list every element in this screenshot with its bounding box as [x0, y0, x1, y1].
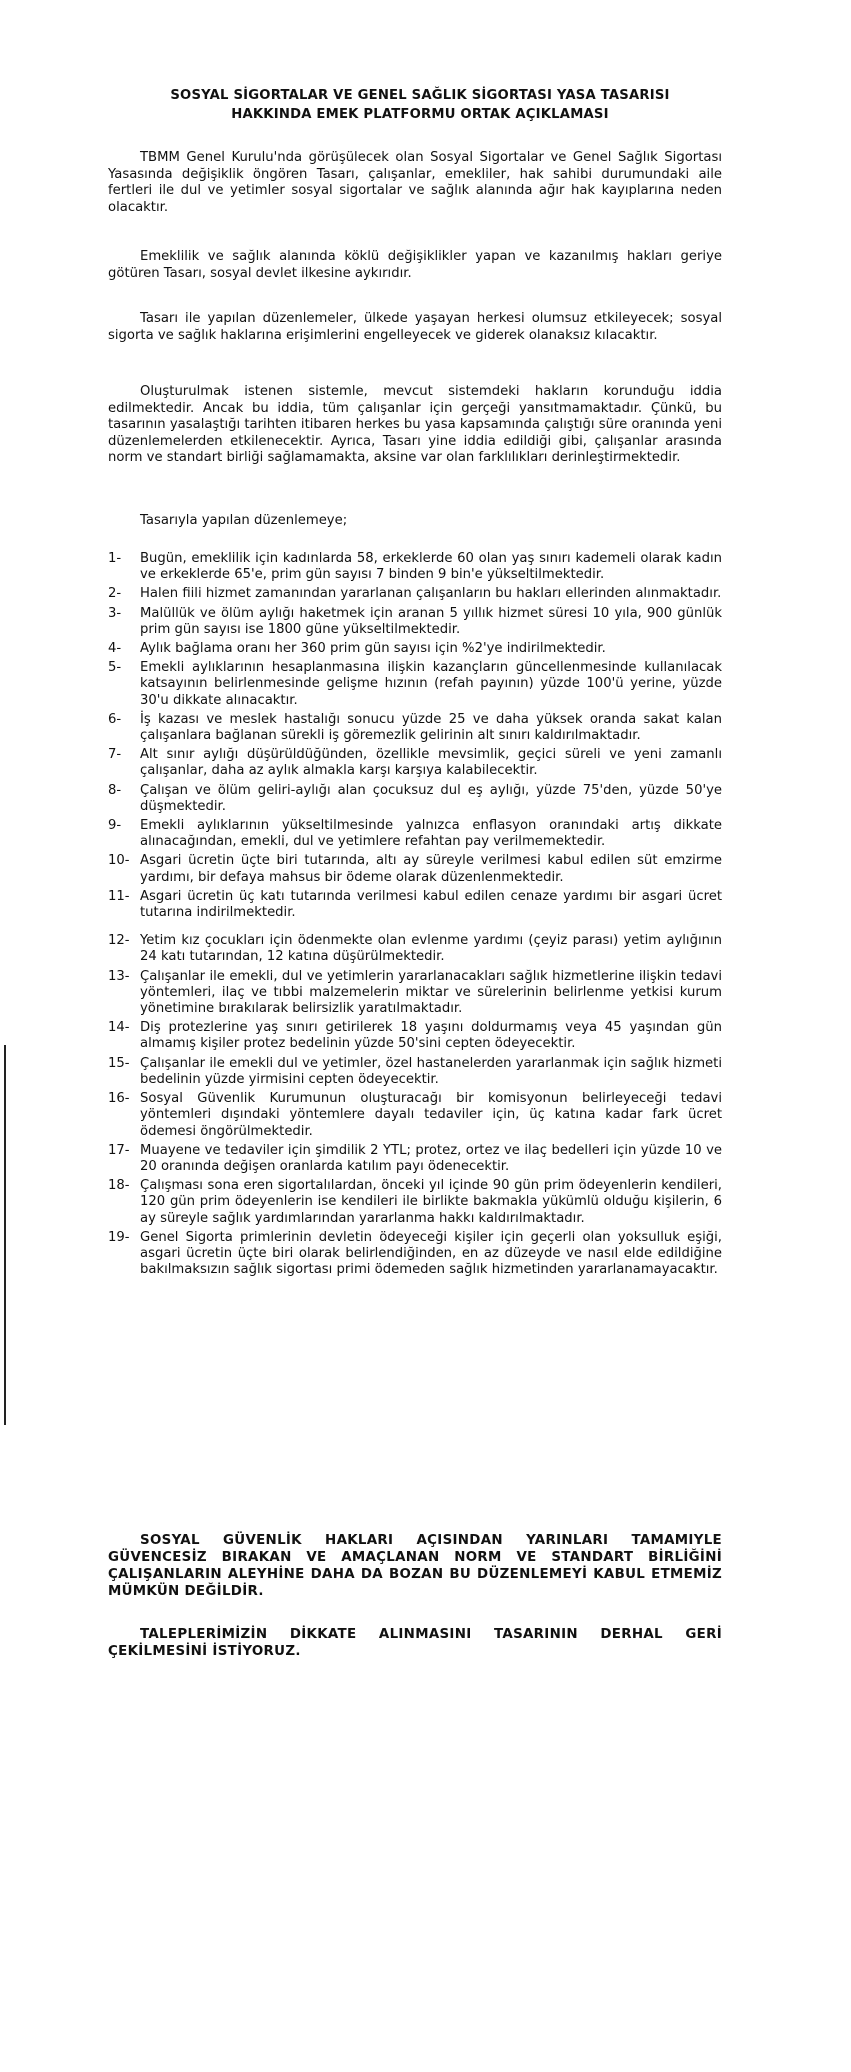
list-item [108, 747, 722, 779]
list-item [108, 969, 722, 1018]
list-item-text: Asgari ücretin üçte biri tutarında, altı ay süreyle verilmesi kabul edilen süt emzirme yardımı, bir defaya mahsus bir ödeme olarak düzenlenmektedir. [140, 853, 722, 885]
list-item-number: 1- [108, 551, 122, 566]
list-item [108, 889, 722, 921]
regulation-list [108, 551, 722, 1281]
list-item [108, 783, 722, 815]
list-item [108, 1178, 722, 1227]
list-item-number: 5- [108, 660, 122, 676]
list-item-number: 11- [108, 888, 130, 904]
title-line-2: HAKKINDA EMEK PLATFORMU ORTAK AÇIKLAMASI [231, 107, 609, 122]
list-item [108, 818, 722, 850]
list-item-text: Çalışanlar ile emekli, dul ve yetimlerin yararlanacakları sağlık hizmetlerine ilişkin tedavi yöntemleri, ilaç ve tıbbi malzemelerin miktar ve sürelerinin belirlenme yetkisi kurum yönetimine bırakılarak belirsizlik yaratılmaktadır. [140, 968, 722, 1017]
list-item [108, 933, 722, 965]
list-item-number: 8- [108, 782, 122, 798]
paragraph-2: Emeklilik ve sağlık alanında köklü değişiklikler yapan ve kazanılmış hakları geriye götüren Tasarı, sosyal devlet ilkesine aykırıdır. [108, 249, 722, 281]
list-item-number: 19- [108, 1229, 130, 1245]
list-item-number: 3- [108, 605, 122, 621]
list-item-number: 13- [108, 968, 130, 984]
list-item [108, 551, 722, 583]
list-item-text: Bugün, emeklilik için kadınlarda 58, erkeklerde 60 olan yaş sınırı kademeli olarak kadın ve erkeklerde 65'e, prim gün sayısı 7 binden 9 bin'e yükseltilmektedir. [140, 551, 722, 583]
list-item-text: Halen fiili hizmet zamanından yararlanan çalışanların bu hakları ellerinden alınmaktadır. [140, 586, 722, 602]
list-item [108, 1056, 722, 1088]
list-item-text: Muayene ve tedaviler için şimdilik 2 YTL; protez, ortez ve ilaç bedelleri için yüzde 10 ve 20 oranında değişen oranlarda katılım payı ödenecektir. [140, 1142, 722, 1174]
list-item-number: 16- [108, 1091, 130, 1107]
list-item-text: Çalışması sona eren sigortalılardan, önceki yıl içinde 90 gün prim ödeyenlerin kendileri, 120 gün prim ödeyenlerin ise kendileri ile birlikte bakmakla yükümlü olduğu kişilerin, 6 ay süreyle sağlık yardımlarından yararlanma hakkı kaldırılmaktadır. [140, 1178, 722, 1226]
list-item [108, 853, 722, 885]
list-item-text: Genel Sigorta primlerinin devletin ödeyeceği kişiler için geçerli olan yoksulluk eşiği, asgari ücretin üçte biri olarak belirlendiğinden, en az düzeyde ve nasıl elde edildiğine bakılmaksızın sağlık sigortası primi ödemeden sağlık hizmetinden yararlanamayacaktır. [140, 1229, 722, 1278]
list-item-text: Aylık bağlama oranı her 360 prim gün sayısı için %2'ye indirilmektedir. [140, 641, 606, 657]
list-item [108, 1020, 722, 1052]
list-item [108, 712, 722, 744]
scan-margin-line [4, 1045, 6, 1425]
list-item-number: 4- [108, 641, 122, 657]
paragraph-3: Tasarı ile yapılan düzenlemeler, ülkede yaşayan herkesi olumsuz etkileyecek; sosyal sigorta ve sağlık haklarına erişimlerini engelleyecek ve giderek olanaksız kılacaktır. [108, 311, 722, 343]
list-item [108, 1230, 722, 1279]
list-item-number: 10- [108, 853, 130, 869]
list-item-text: İş kazası ve meslek hastalığı sonucu yüzde 25 ve daha yüksek oranda sakat kalan çalışanlara bağlanan sürekli iş göremezlik gelirinin alt sınırı kaldırılmaktadır. [140, 711, 722, 744]
list-item-text: Malüllük ve ölüm aylığı haketmek için aranan 5 yıllık hizmet süresi 10 yıla, 900 günlük prim gün sayısı ise 1800 güne yükseltilmektedir. [140, 605, 722, 637]
list-item-number: 17- [108, 1142, 130, 1158]
list-item [108, 1091, 722, 1140]
list-item-number: 12- [108, 933, 130, 949]
list-item-text: Çalışanlar ile emekli dul ve yetimler, özel hastanelerden yararlanmak için sağlık hizmeti bedelinin yüzde yirmisini cepten ödeyecektir. [140, 1055, 722, 1087]
list-intro: Tasarıyla yapılan düzenlemeye; [140, 513, 348, 528]
list-item-text: Yetim kız çocukları için ödenmekte olan evlenme yardımı (çeyiz parası) yetim aylığının 24 katı tutarından, 12 katına düşürülmektedir. [140, 933, 722, 965]
list-item-text: Emekli aylıklarının yükseltilmesinde yalnızca enflasyon oranındaki artış dikkate alınacağından, emekli, dul ve yetimlere refahtan pay verilmemektedir. [140, 818, 722, 850]
closing-statement: SOSYAL GÜVENLİK HAKLARI AÇISINDAN YARINLARI TAMAMIYLE GÜVENCESİZ BIRAKAN VE AMAÇLANAN NORM VE STANDART BİRLİĞİNİ ÇALIŞANLARIN ALEYHİNE DAHA DA BOZAN BU DÜZENLEMEYİ KABUL ETMEMİZ MÜMKÜN DEĞİLDİR. [108, 1533, 722, 1599]
list-item-text: Emekli aylıklarının hesaplanmasına ilişkin kazançların güncellenmesinde kullanılacak katsayının belirlenmesinde gelişme hızının (refah payının) yüzde 100'ü yerine, yüzde 30'u dikkate alınacaktır. [140, 660, 722, 708]
list-item [108, 606, 722, 638]
list-item-text: Çalışan ve ölüm geliri-aylığı alan çocuksuz dul eş aylığı, yüzde 75'den, yüzde 50'ye düşmektedir. [140, 782, 722, 814]
list-item-number: 18- [108, 1178, 130, 1194]
list-item [108, 586, 722, 602]
list-item-text: Sosyal Güvenlik Kurumunun oluşturacağı bir komisyonun belirleyeceği tedavi yöntemleri dışındaki yöntemlere dayalı tedaviler için, üç katına kadar fark ücret ödemesi öngörülmektedir. [140, 1091, 722, 1139]
list-item-number: 6- [108, 711, 122, 727]
list-item-number: 9- [108, 818, 122, 834]
document-title [100, 86, 740, 124]
list-item-text: Asgari ücretin üç katı tutarında verilmesi kabul edilen cenaze yardımı bir asgari ücret tutarına indirilmektedir. [140, 888, 722, 921]
list-item-number: 14- [108, 1020, 130, 1036]
list-item [108, 660, 722, 709]
list-item-number: 7- [108, 747, 122, 763]
paragraph-4: Oluşturulmak istenen sistemle, mevcut sistemdeki hakların korunduğu iddia edilmektedir. Ancak bu iddia, tüm çalışanlar için gerçeği yansıtmamaktadır. Çünkü, bu tasarının yasalaştığı tarihten itibaren herkes bu yasa kapsamında çalıştığı süre oranında yeni düzenlemelerden etkilenecektir. Ayrıca, Tasarı yine iddia edildiği gibi, çalışanlar arasında norm ve standart birliği sağlamamakta, aksine var olan farklılıkları derinleştirmektedir. [108, 384, 722, 465]
list-item-text: Diş protezlerine yaş sınırı getirilerek 18 yaşını doldurmamış veya 45 yaşından gün almamış kişiler protez bedelinin yüzde 50'sini cepten ödeyecektir. [140, 1020, 722, 1052]
list-item-text: Alt sınır aylığı düşürüldüğünden, özellikle mevsimlik, geçici süreli ve yeni zamanlı çalışanlar, daha az aylık almakla karşı karşıya kalabilecektir. [140, 747, 722, 779]
title-line-1: SOSYAL SİGORTALAR VE GENEL SAĞLIK SİGORTASI YASA TASARISI [170, 88, 670, 103]
list-item-number: 15- [108, 1055, 130, 1071]
list-item [108, 1143, 722, 1175]
list-item [108, 641, 722, 657]
paragraph-1: TBMM Genel Kurulu'nda görüşülecek olan Sosyal Sigortalar ve Genel Sağlık Sigortası Yasasında değişiklik öngören Tasarı, çalışanlar, emekliler, hak sahibi durumundaki aile fertleri ile dul ve yetimler sosyal sigortalar ve sağlık alanında ağır hak kayıplarına neden olacaktır. [108, 150, 722, 215]
closing-demand: TALEPLERİMİZİN DİKKATE ALINMASINI TASARININ DERHAL GERİ ÇEKİLMESİNİ İSTİYORUZ. [108, 1627, 722, 1659]
list-item-number: 2- [108, 586, 122, 602]
